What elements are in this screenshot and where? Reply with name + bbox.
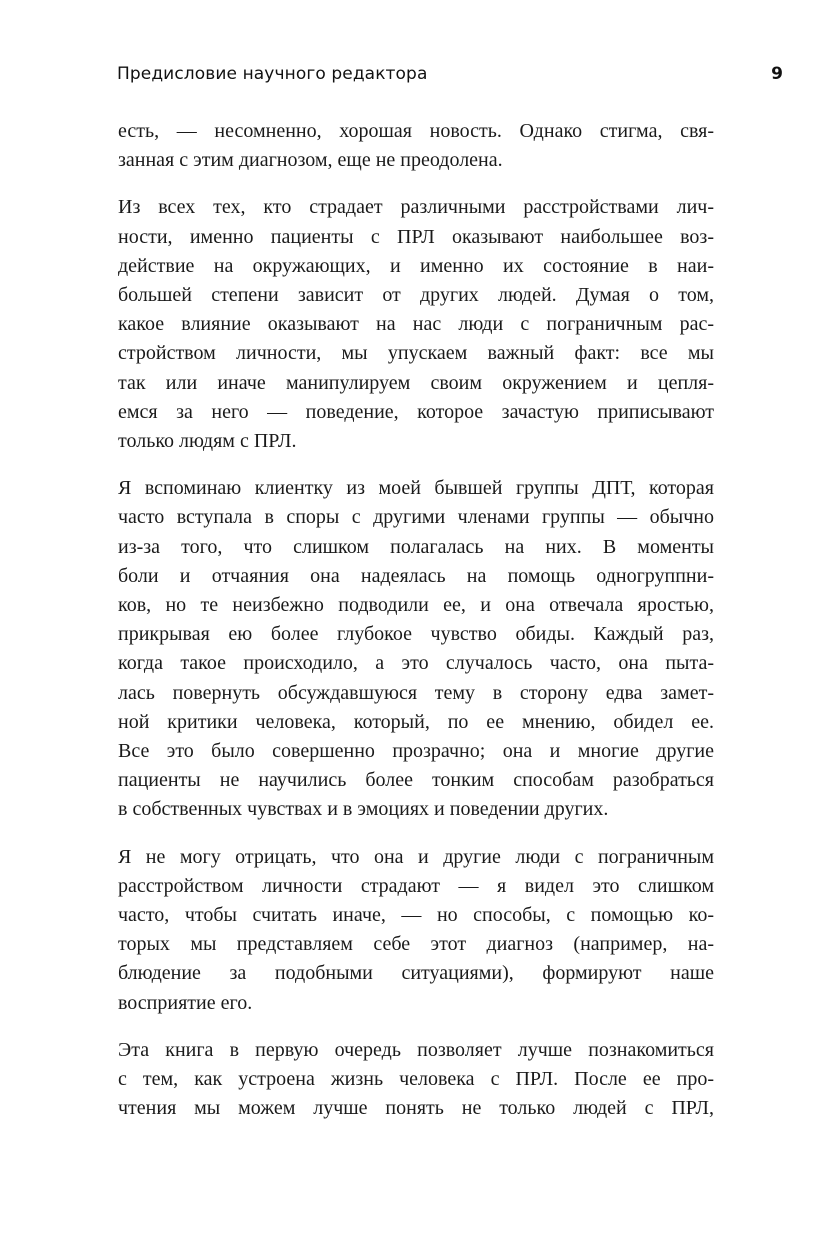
text-line: Из всех тех, кто страдает различными расстройствами лич- <box>118 196 714 219</box>
running-head-title: Предисловие научного редактора <box>117 64 428 84</box>
text-line: какое влияние оказывают на нас люди с пограничным рас- <box>118 313 714 336</box>
paragraph <box>118 117 714 175</box>
text-line: ков, но те неизбежно подводили ее, и она отвечала яростью, <box>118 594 714 617</box>
text-line: восприятие его. <box>118 991 253 1014</box>
text-line: прикрывая ею более глубокое чувство обиды. Каждый раз, <box>118 623 714 646</box>
running-head <box>117 64 783 92</box>
text-line: только людям с ПРЛ. <box>118 430 297 453</box>
text-line: Я не могу отрицать, что она и другие люди с пограничным <box>118 845 714 868</box>
text-line: действие на окружающих, и именно их состояние в наи- <box>118 254 714 277</box>
text-line: с тем, как устроена жизнь человека с ПРЛ. После ее про- <box>118 1068 714 1091</box>
text-line: часто, чтобы считать иначе, — но способы, с помощью ко- <box>118 904 714 927</box>
text-line: ной критики человека, который, по ее мнению, обидел ее. <box>118 710 714 733</box>
text-line: блюдение за подобными ситуациями), формируют наше <box>118 962 714 985</box>
text-line: чтения мы можем лучше понять не только людей с ПРЛ, <box>118 1097 714 1120</box>
paragraph <box>118 193 714 456</box>
text-line: Все это было совершенно прозрачно; она и многие другие <box>118 740 714 763</box>
text-line: боли и отчаяния она надеялась на помощь одногруппни- <box>118 564 714 587</box>
text-line: в собственных чувствах и в эмоциях и поведении других. <box>118 798 609 821</box>
text-line: когда такое происходило, а это случалось часто, она пыта- <box>118 652 714 675</box>
text-line: из-за того, что слишком полагалась на них. В моменты <box>118 535 714 558</box>
text-line: большей степени зависит от других людей. Думая о том, <box>118 284 714 307</box>
page-number: 9 <box>771 64 783 84</box>
paragraph <box>118 843 714 1018</box>
text-line: лась повернуть обсуждавшуюся тему в сторону едва замет- <box>118 681 714 704</box>
text-line: пациенты не научились более тонким способам разобраться <box>118 769 714 792</box>
text-line: ности, именно пациенты с ПРЛ оказывают наибольшее воз- <box>118 225 714 248</box>
text-line: так или иначе манипулируем своим окружением и цепля- <box>118 371 714 394</box>
paragraph <box>118 1036 714 1124</box>
text-line: занная с этим диагнозом, еще не преодолена. <box>118 149 503 172</box>
paragraph <box>118 474 714 824</box>
text-line: часто вступала в споры с другими членами группы — обычно <box>118 506 714 529</box>
text-line: Эта книга в первую очередь позволяет лучше познакомиться <box>118 1038 714 1061</box>
text-line: расстройством личности страдают — я видел это слишком <box>118 874 714 897</box>
text-line: емся за него — поведение, которое зачастую приписывают <box>118 400 714 423</box>
text-line: торых мы представляем себе этот диагноз (например, на- <box>118 933 714 956</box>
body-text <box>118 117 714 1142</box>
text-line: стройством личности, мы упускаем важный факт: все мы <box>118 342 714 365</box>
text-line: есть, — несомненно, хорошая новость. Однако стигма, свя- <box>118 120 714 142</box>
text-line: Я вспоминаю клиентку из моей бывшей группы ДПТ, которая <box>118 477 714 500</box>
